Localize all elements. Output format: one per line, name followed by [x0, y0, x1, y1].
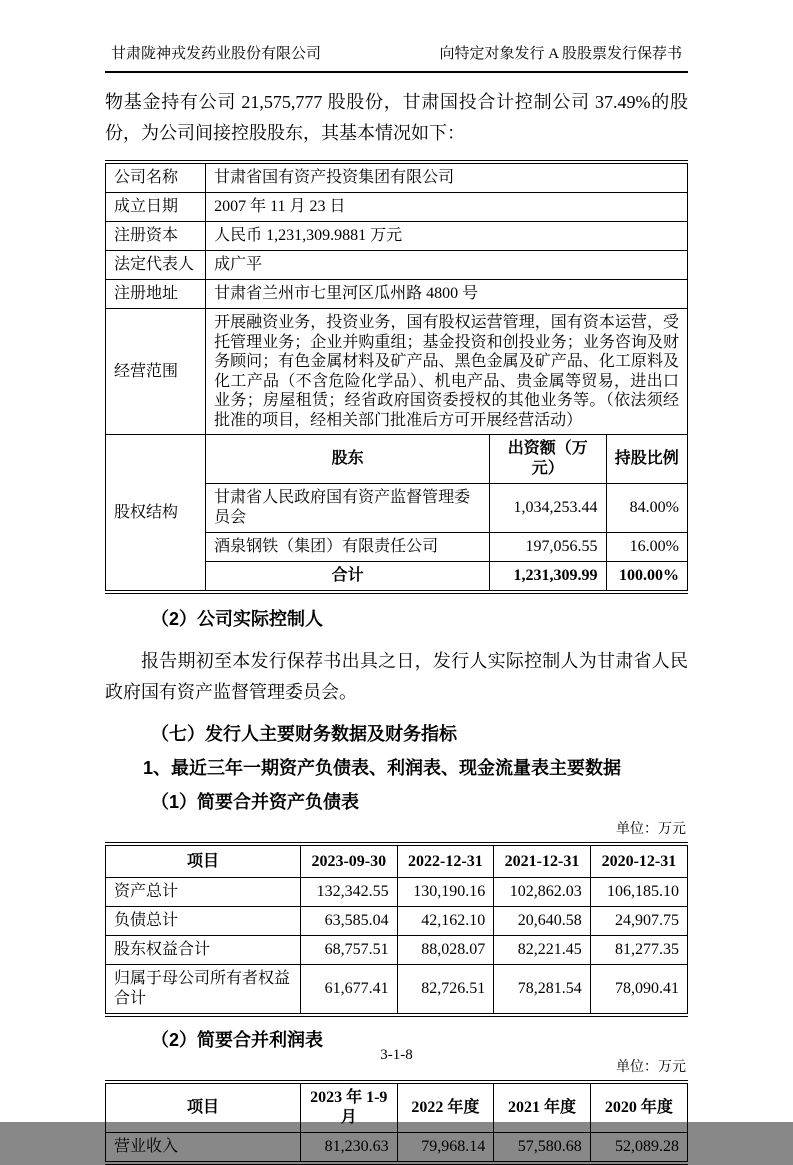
heading-balance-sheet: （1）简要合并资产负债表 [151, 792, 360, 812]
heading-financial-data: （七）发行人主要财务数据及财务指标 [151, 724, 457, 744]
equity-header-shareholder: 股东 [206, 435, 490, 484]
cell-value: 88,028.07 [397, 936, 494, 965]
col-header-period: 2022 年度 [397, 1082, 494, 1133]
cell-value: 20,640.58 [494, 907, 591, 936]
table-row [106, 251, 688, 280]
cell-value: 81,277.35 [590, 936, 687, 965]
cell-value: 78,090.41 [590, 965, 687, 1016]
balance-sheet-table [105, 842, 688, 1017]
cell-value: 63,585.04 [300, 907, 397, 936]
equity-shareholder-name: 酒泉钢铁（集团）有限责任公司 [206, 533, 490, 562]
info-label: 成立日期 [106, 193, 206, 222]
col-header-date: 2023-09-30 [300, 844, 397, 878]
table-header-row [106, 844, 688, 878]
col-header-date: 2021-12-31 [494, 844, 591, 878]
cell-value: 57,580.68 [494, 1133, 591, 1164]
col-header-period: 2020 年度 [590, 1082, 687, 1133]
col-header-item: 项目 [106, 1082, 301, 1133]
intro-paragraph: 物基金持有公司 21,575,777 股股份，甘肃国投合计控制公司 37.49%的股份，为公司间接控股股东，其基本情况如下： [105, 92, 688, 143]
col-header-date: 2020-12-31 [590, 844, 687, 878]
cell-value: 132,342.55 [300, 878, 397, 907]
table-row [106, 965, 688, 1016]
cell-value: 82,221.45 [494, 936, 591, 965]
col-header-period: 2023 年 1-9 月 [300, 1082, 397, 1133]
equity-header-ratio: 持股比例 [606, 435, 688, 484]
info-value: 成广平 [206, 251, 688, 280]
info-value: 甘肃省国有资产投资集团有限公司 [206, 162, 688, 193]
equity-total-label: 合计 [206, 562, 490, 593]
equity-amount: 1,034,253.44 [490, 484, 606, 533]
col-header-date: 2022-12-31 [397, 844, 494, 878]
cell-value: 24,907.75 [590, 907, 687, 936]
cell-value: 78,281.54 [494, 965, 591, 1016]
header-doc-title: 向特定对象发行 A 股股票发行保荐书 [439, 46, 682, 62]
info-label: 经营范围 [106, 309, 206, 435]
table-row [106, 1133, 688, 1164]
cell-value: 42,162.10 [397, 907, 494, 936]
row-label: 负债总计 [106, 907, 301, 936]
row-label: 资产总计 [106, 878, 301, 907]
equity-ratio: 16.00% [606, 533, 688, 562]
info-value-business-scope: 开展融资业务，投资业务，国有股权运营管理，国有资本运营，受托管理业务；企业并购重组；基金投资和创投业务；业务咨询及财务顾问；有色金属材料及矿产品、黑色金属及矿产品、化工原料及化工产品（不含危险化学品）、机电产品、贵金属等贸易，进出口业务；房屋租赁；经省政府国资委授权的其他业务等。（依法须经批准的项目，经相关部门批准后方可开展经营活动） [206, 309, 688, 435]
cell-value: 82,726.51 [397, 965, 494, 1016]
page-number: 3-1-8 [380, 1047, 413, 1063]
cell-value: 130,190.16 [397, 878, 494, 907]
table-row [106, 309, 688, 435]
table-row [106, 936, 688, 965]
table-row [106, 878, 688, 907]
row-label: 股东权益合计 [106, 936, 301, 965]
info-label: 法定代表人 [106, 251, 206, 280]
header-company-name: 甘肃陇神戎发药业股份有限公司 [111, 46, 322, 62]
table-row [106, 162, 688, 193]
equity-total-amount: 1,231,309.99 [490, 562, 606, 593]
table-row [106, 435, 688, 484]
info-label-equity-structure: 股权结构 [106, 435, 206, 593]
heading-income-statement: （2）简要合并利润表 [151, 1030, 324, 1050]
cell-value: 102,862.03 [494, 878, 591, 907]
page-header [105, 44, 688, 73]
unit-label-income: 单位：万元 [616, 1060, 686, 1075]
cell-value: 106,185.10 [590, 878, 687, 907]
cell-value: 81,230.63 [300, 1133, 397, 1164]
equity-total-ratio: 100.00% [606, 562, 688, 593]
equity-amount: 197,056.55 [490, 533, 606, 562]
info-label: 注册资本 [106, 222, 206, 251]
table-row [106, 907, 688, 936]
unit-label-balance: 单位：万元 [616, 822, 686, 837]
table-row [106, 280, 688, 309]
table-header-row [106, 1082, 688, 1133]
table-row [106, 222, 688, 251]
heading-recent-statements: 1、最近三年一期资产负债表、利润表、现金流量表主要数据 [143, 758, 622, 778]
info-value: 人民币 1,231,309.9881 万元 [206, 222, 688, 251]
info-label: 公司名称 [106, 162, 206, 193]
heading-actual-controller: （2）公司实际控制人 [151, 609, 324, 629]
equity-ratio: 84.00% [606, 484, 688, 533]
cell-value: 79,968.14 [397, 1133, 494, 1164]
col-header-item: 项目 [106, 844, 301, 878]
equity-shareholder-name: 甘肃省人民政府国有资产监督管理委员会 [206, 484, 490, 533]
cell-value: 61,677.41 [300, 965, 397, 1016]
row-label: 营业收入 [106, 1133, 301, 1164]
info-value: 甘肃省兰州市七里河区瓜州路 4800 号 [206, 280, 688, 309]
info-value: 2007 年 11 月 23 日 [206, 193, 688, 222]
cell-value: 68,757.51 [300, 936, 397, 965]
cell-value: 52,089.28 [590, 1133, 687, 1164]
row-label: 归属于母公司所有者权益合计 [106, 965, 301, 1016]
income-statement-table [105, 1080, 688, 1165]
info-label: 注册地址 [106, 280, 206, 309]
controller-paragraph: 报告期初至本发行保荐书出具之日，发行人实际控制人为甘肃省人民政府国有资产监督管理委员会。 [105, 651, 688, 702]
equity-header-amount: 出资额（万元） [490, 435, 606, 484]
col-header-period: 2021 年度 [494, 1082, 591, 1133]
company-info-table [105, 160, 688, 594]
table-row [106, 193, 688, 222]
